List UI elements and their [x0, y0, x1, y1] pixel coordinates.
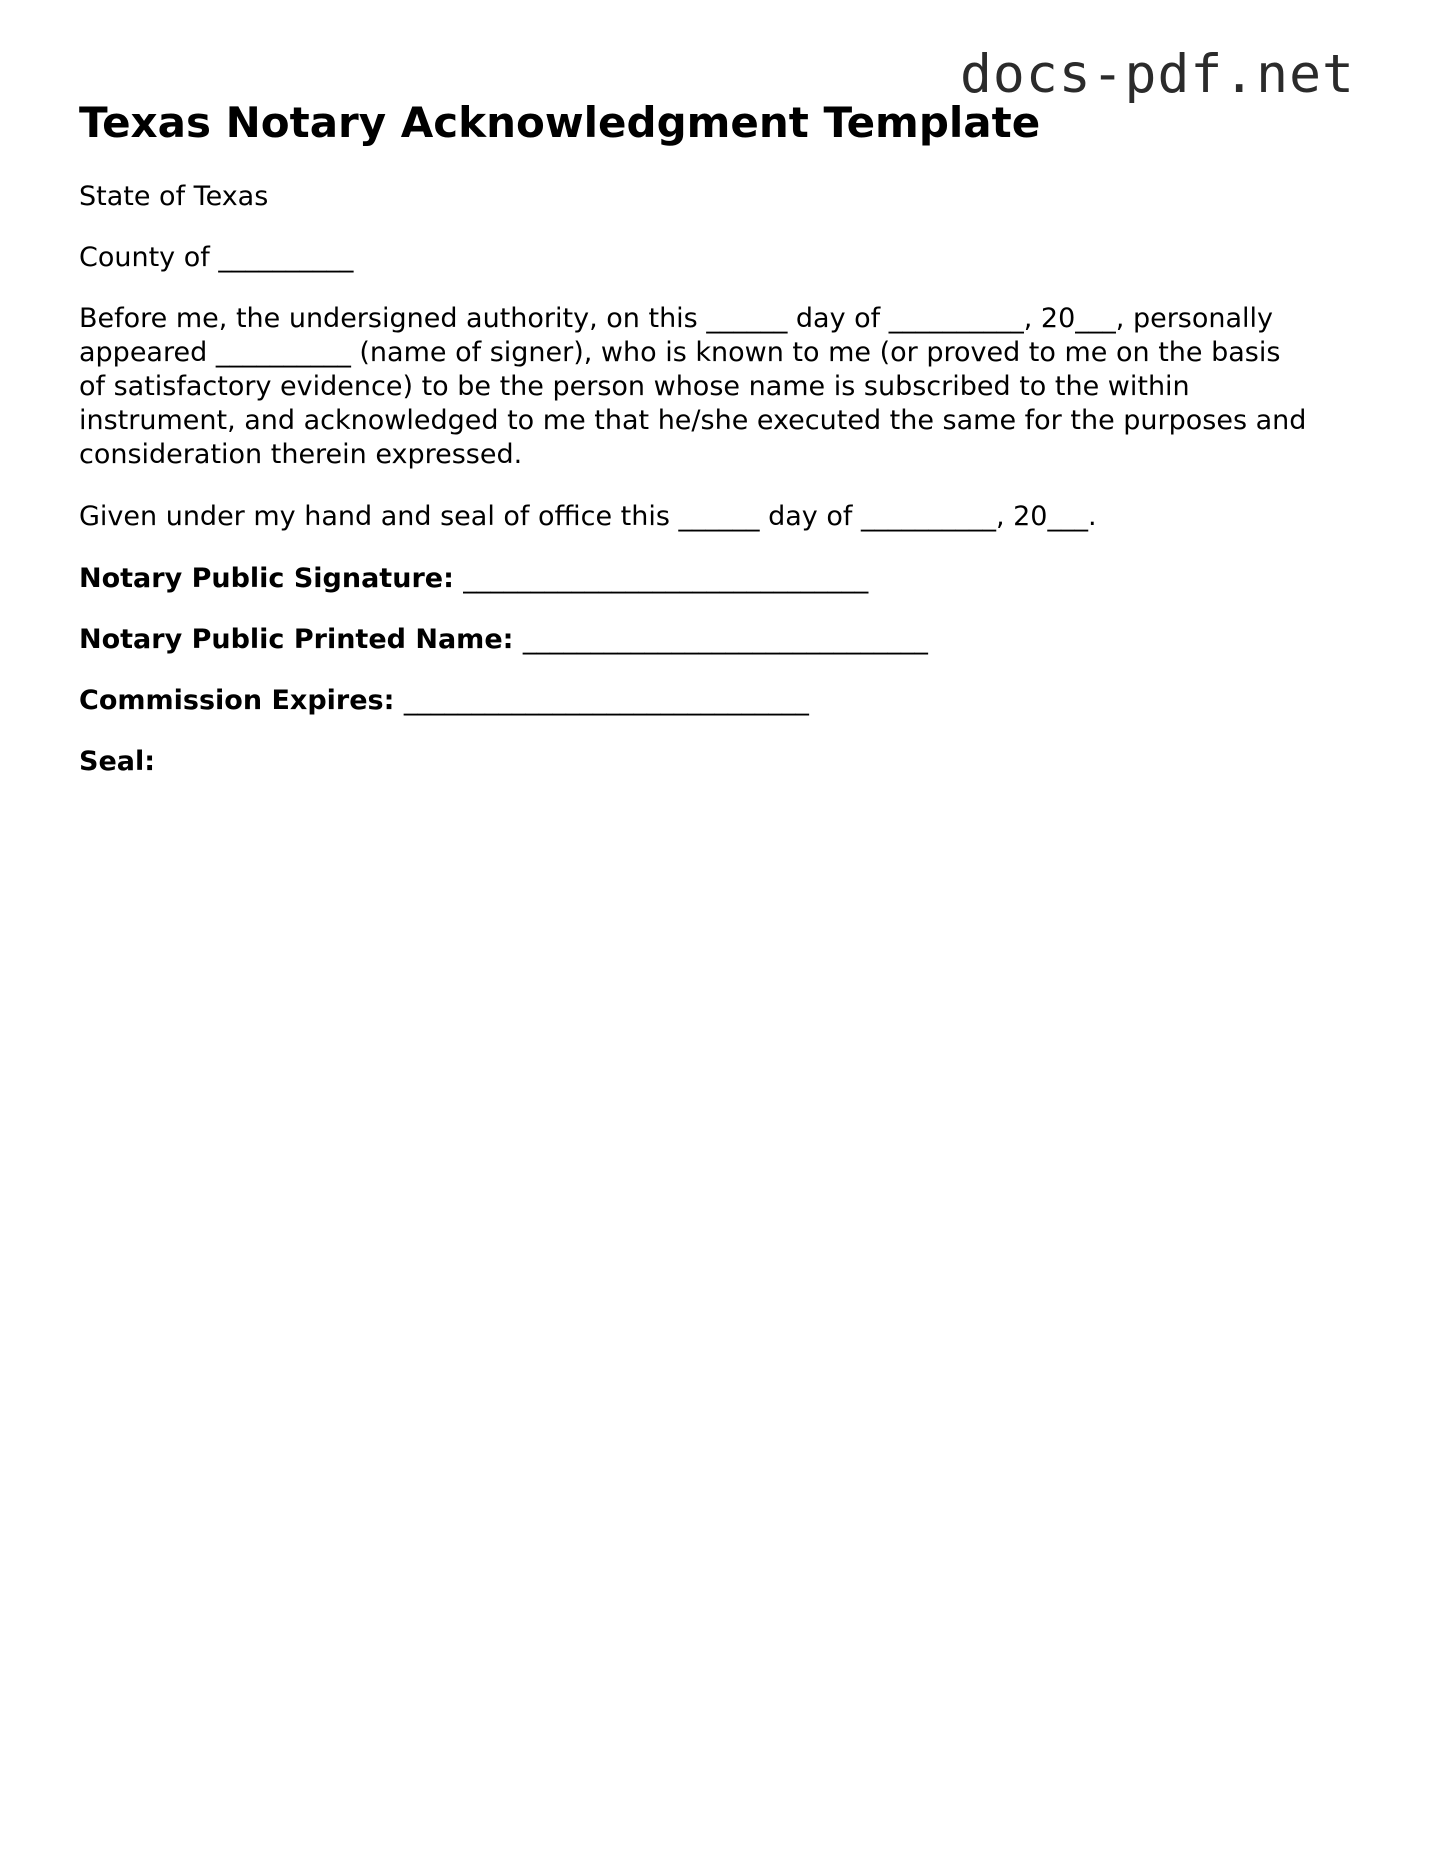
- signature-blank: ______________________________: [463, 563, 869, 594]
- printed-name-field: [79, 623, 1369, 657]
- given-line: Given under my hand and seal of office this ______ day of __________, 20___.: [79, 501, 1097, 532]
- printed-name-blank: ______________________________: [522, 624, 928, 655]
- paragraph-line: instrument, and acknowledged to me that he/she executed the same for the purposes and: [79, 405, 1307, 436]
- printed-name-label: Notary Public Printed Name:: [79, 624, 514, 655]
- document-title: Texas Notary Acknowledgment Template: [79, 98, 1041, 147]
- document-body: [79, 96, 1369, 779]
- signature-label: Notary Public Signature:: [79, 563, 454, 594]
- seal-field: [79, 745, 1369, 779]
- signature-field: [79, 562, 1369, 596]
- commission-field: [79, 684, 1369, 718]
- commission-label: Commission Expires:: [79, 685, 395, 716]
- watermark: docs-pdf.net: [960, 44, 1355, 105]
- paragraph-line: appeared __________ (name of signer), who is known to me (or proved to me on the basis: [79, 337, 1281, 368]
- county-line: County of __________: [79, 242, 354, 273]
- paragraph-line: of satisfactory evidence) to be the person whose name is subscribed to the within: [79, 371, 1190, 402]
- paragraph-line: consideration therein expressed.: [79, 439, 523, 470]
- state-line: State of Texas: [79, 181, 269, 212]
- paragraph-line: Before me, the undersigned authority, on this ______ day of __________, 20___, personally: [79, 303, 1274, 334]
- seal-label: Seal:: [79, 746, 156, 777]
- commission-blank: ______________________________: [403, 685, 809, 716]
- acknowledgment-paragraph: [79, 302, 1369, 472]
